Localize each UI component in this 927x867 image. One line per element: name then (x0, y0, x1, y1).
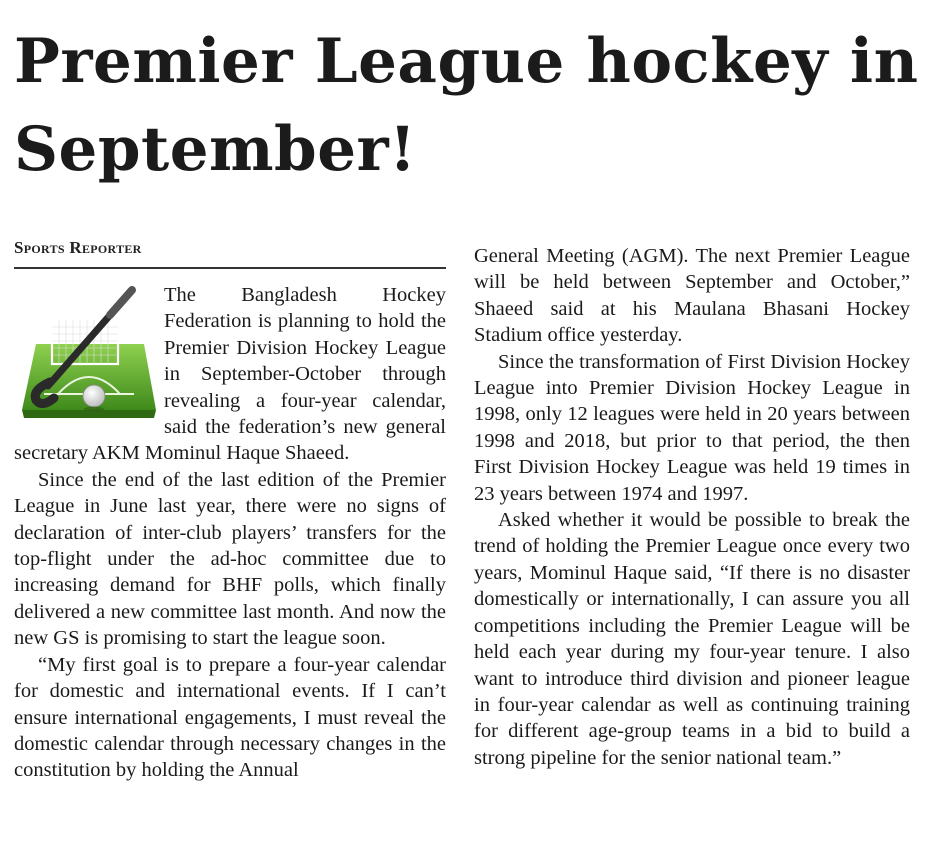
article-paragraph: General Meeting (AGM). The next Premier League will be held between September and October,” Shaeed said at his Maulana Bhasani Hockey Stadium office yesterday. (474, 245, 910, 347)
article-paragraph: Since the transformation of First Division Hockey League into Premier Division Hockey League in 1998, only 12 leagues were held in 20 years between 1998 and 2018, but prior to that period, the then First Division Hockey League was held 19 times in 23 years between 1974 and 1997. (474, 350, 910, 505)
article-paragraph: “My first goal is to prepare a four-year calendar for domestic and international events. If I can’t ensure international engagements, I must reveal the domestic calendar through necessary changes in the constitution by holding the Annual (14, 653, 446, 782)
byline-divider (14, 267, 446, 269)
article-paragraph: The Bangladesh Hockey Federation is planning to hold the Premier Division Hockey League in September-October through revealing a four-year calendar, said the federation’s new general secretary AKM Mominul Haque Shaeed. (14, 284, 446, 465)
article-paragraph: Since the end of the last edition of the Premier League in June last year, there were no signs of declaration of inter-club players’ transfers for the top-flight under the ad-hoc committee due to increasing demand for BHF polls, which finally delivered a new committee last month. And now the new GS is promising to start the league soon. (14, 468, 446, 650)
article-paragraph: Asked whether it would be possible to break the trend of holding the Premier League once every two years, Mominul Haque said, “If there is no disaster domestically or internationally, I can assure you all competitions including the Premier League will be held each year during my four-year tenure. I also want to introduce third division and pioneer league in four-year calendar as well as continuing training for different age-group teams in a bid to build a strong pipeline for the senior national team.” (474, 509, 910, 769)
article-column-left (14, 282, 446, 784)
headline: Premier League hockey in September! (14, 26, 919, 185)
article-column-right (474, 243, 910, 771)
byline: Sports Reporter (14, 238, 142, 257)
hockey-stick-ball-goal-icon (14, 282, 156, 422)
